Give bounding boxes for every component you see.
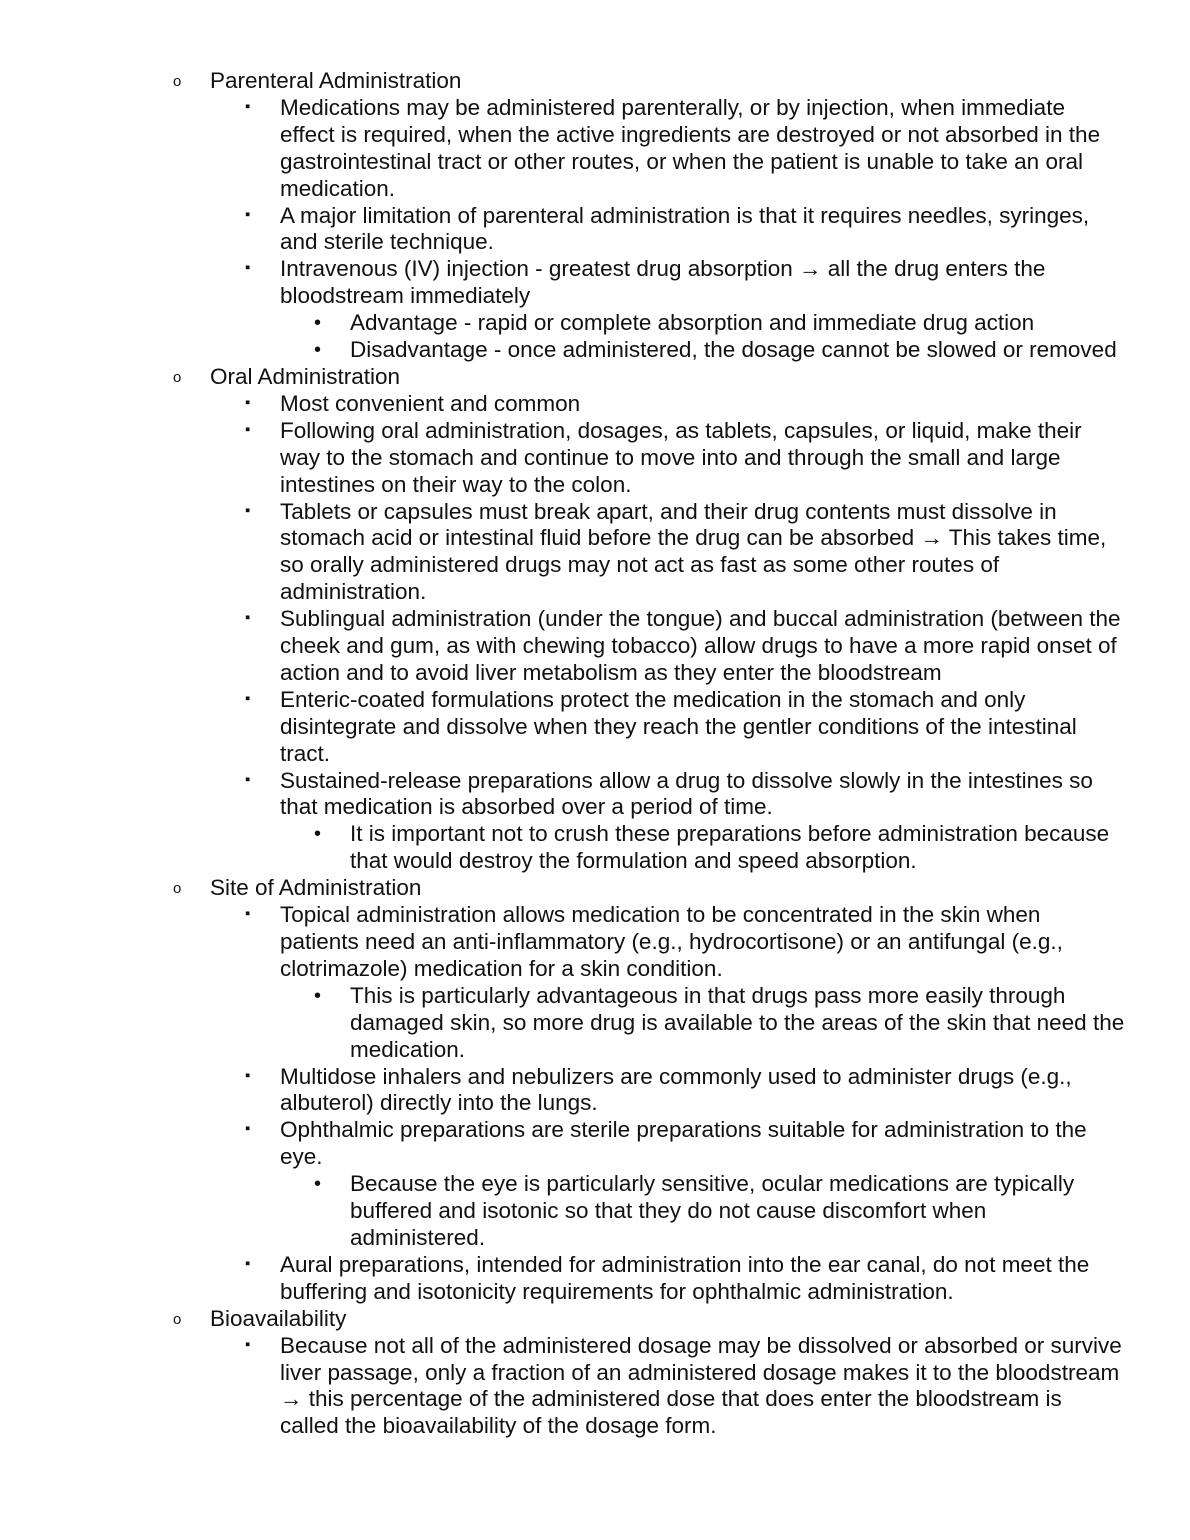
sub-list-item [0,983,1125,1064]
section-heading [0,68,1110,95]
list-item-text: Intravenous (IV) injection - greatest drug absorption → all the drug enters the bloodstream immediately [280,256,1046,309]
section-heading [0,875,1110,902]
section-heading-text: Site of Administration [210,875,422,901]
bullet-marker: ▪ [245,770,251,788]
bullet-marker: • [314,339,322,362]
list-item-text: Following oral administration, dosages, as tablets, capsules, or liquid, make their way to the stomach and continue to move into and through the small and large intestines on their way to the colon. [280,417,1082,497]
bullet-marker: ▪ [245,420,251,438]
bullet-marker: • [314,823,322,846]
list-item [0,418,1125,499]
section-heading-text: Oral Administration [210,363,401,389]
bullet-marker: • [314,1173,322,1196]
bullet-marker: ▪ [245,1254,251,1272]
bullet-marker: ▪ [245,1066,251,1084]
sub-list-item-text: Disadvantage - once administered, the dosage cannot be slowed or removed [350,337,1117,363]
list-item-text: Sustained-release preparations allow a drug to dissolve slowly in the intestines so that medication is absorbed over a period of time. [280,767,1093,820]
list-item-text: Medications may be administered parenterally, or by injection, when immediate effect is required, when the active ingredients are destroyed or not absorbed in the gastrointestinal tract or other routes, or when the patient is unable to take an oral medication. [280,94,1101,201]
list-item [0,687,1125,768]
section-heading-text: Parenteral Administration [210,68,462,93]
list-item-text: Topical administration allows medication to be concentrated in the skin when patients need an anti-inflammatory (e.g., hydrocortisone) or an antifungal (e.g., clotrimazole) medication for a skin condition. [280,902,1063,981]
sub-list-item-text: Because the eye is particularly sensitive, ocular medications are typically buffered and isotonic so that they do not cause discomfort when administered. [350,1171,1075,1250]
bullet-marker: ▪ [245,1335,251,1353]
section-heading-text: Bioavailability [210,1305,347,1331]
bullet-marker: ▪ [245,689,251,707]
bullet-marker: • [314,312,322,335]
sub-list-item [0,310,1125,337]
sub-list-item-text: It is important not to crush these preparations before administration because that would destroy the formulation and speed absorption. [350,821,1110,874]
bullet-marker: ▪ [245,259,251,277]
list-item [0,1064,1125,1118]
list-item-text: Most convenient and common [280,390,581,416]
list-item-text: Because not all of the administered dosage may be dissolved or absorbed or survive liver passage, only a fraction of an administered dosage makes it to the bloodstream → this percentage of the administered dose that does enter the bloodstream is called the bioavailability of the dosage form. [280,1332,1122,1439]
list-item-text: Sublingual administration (under the tongue) and buccal administration (between the cheek and gum, as with chewing tobacco) allow drugs to have a more rapid onset of action and to avoid liver metabolism as they enter the bloodstream [280,606,1121,685]
sub-list-item [0,821,1125,875]
list-item [0,1333,1125,1441]
list-item-text: Enteric-coated formulations protect the medication in the stomach and only disintegrate and dissolve when they reach the gentler conditions of the intestinal tract. [280,686,1077,766]
bullet-marker: o [173,73,182,90]
bullet-marker: • [314,984,322,1007]
sub-list-item [0,337,1125,364]
document-page [0,68,1190,1440]
list-item [0,203,1125,257]
list-item [0,606,1125,687]
list-item-text: Multidose inhalers and nebulizers are commonly used to administer drugs (e.g., albuterol) directly into the lungs. [280,1063,1072,1116]
sub-list-item-text: This is particularly advantageous in that drugs pass more easily through damaged skin, so more drug is available to the areas of the skin that need the medication. [350,982,1125,1062]
list-item [0,1252,1125,1306]
bullet-marker: ▪ [245,609,251,627]
bullet-marker: ▪ [245,905,251,923]
sub-list-item-text: Advantage - rapid or complete absorption and immediate drug action [350,310,1035,336]
list-item [0,1117,1125,1171]
list-item [0,256,1125,310]
bullet-marker: o [173,1310,182,1328]
bullet-marker: o [173,368,182,386]
list-item [0,391,1125,418]
list-item-text: Ophthalmic preparations are sterile preparations suitable for administration to the eye. [280,1117,1087,1170]
list-item-text: Aural preparations, intended for administration into the ear canal, do not meet the buffering and isotonicity requirements for ophthalmic administration. [280,1251,1090,1304]
list-item [0,768,1125,822]
bullet-marker: ▪ [245,393,251,411]
list-item-text: A major limitation of parenteral administration is that it requires needles, syringes, and sterile technique. [280,202,1090,255]
section-heading [0,364,1110,391]
bullet-marker: ▪ [245,501,251,519]
list-item [0,902,1125,983]
bullet-marker: o [173,880,182,898]
section-heading [0,1306,1110,1333]
bullet-marker: ▪ [245,1120,251,1138]
list-item [0,499,1125,607]
bullet-marker: ▪ [245,205,251,223]
list-item-text: Tablets or capsules must break apart, and their drug contents must dissolve in stomach acid or intestinal fluid before the drug can be absorbed → This takes time, so orally administered drugs may not act as fast as some other routes of administration. [280,498,1107,605]
list-item [0,95,1125,203]
sub-list-item [0,1171,1125,1252]
bullet-marker: ▪ [245,97,251,115]
